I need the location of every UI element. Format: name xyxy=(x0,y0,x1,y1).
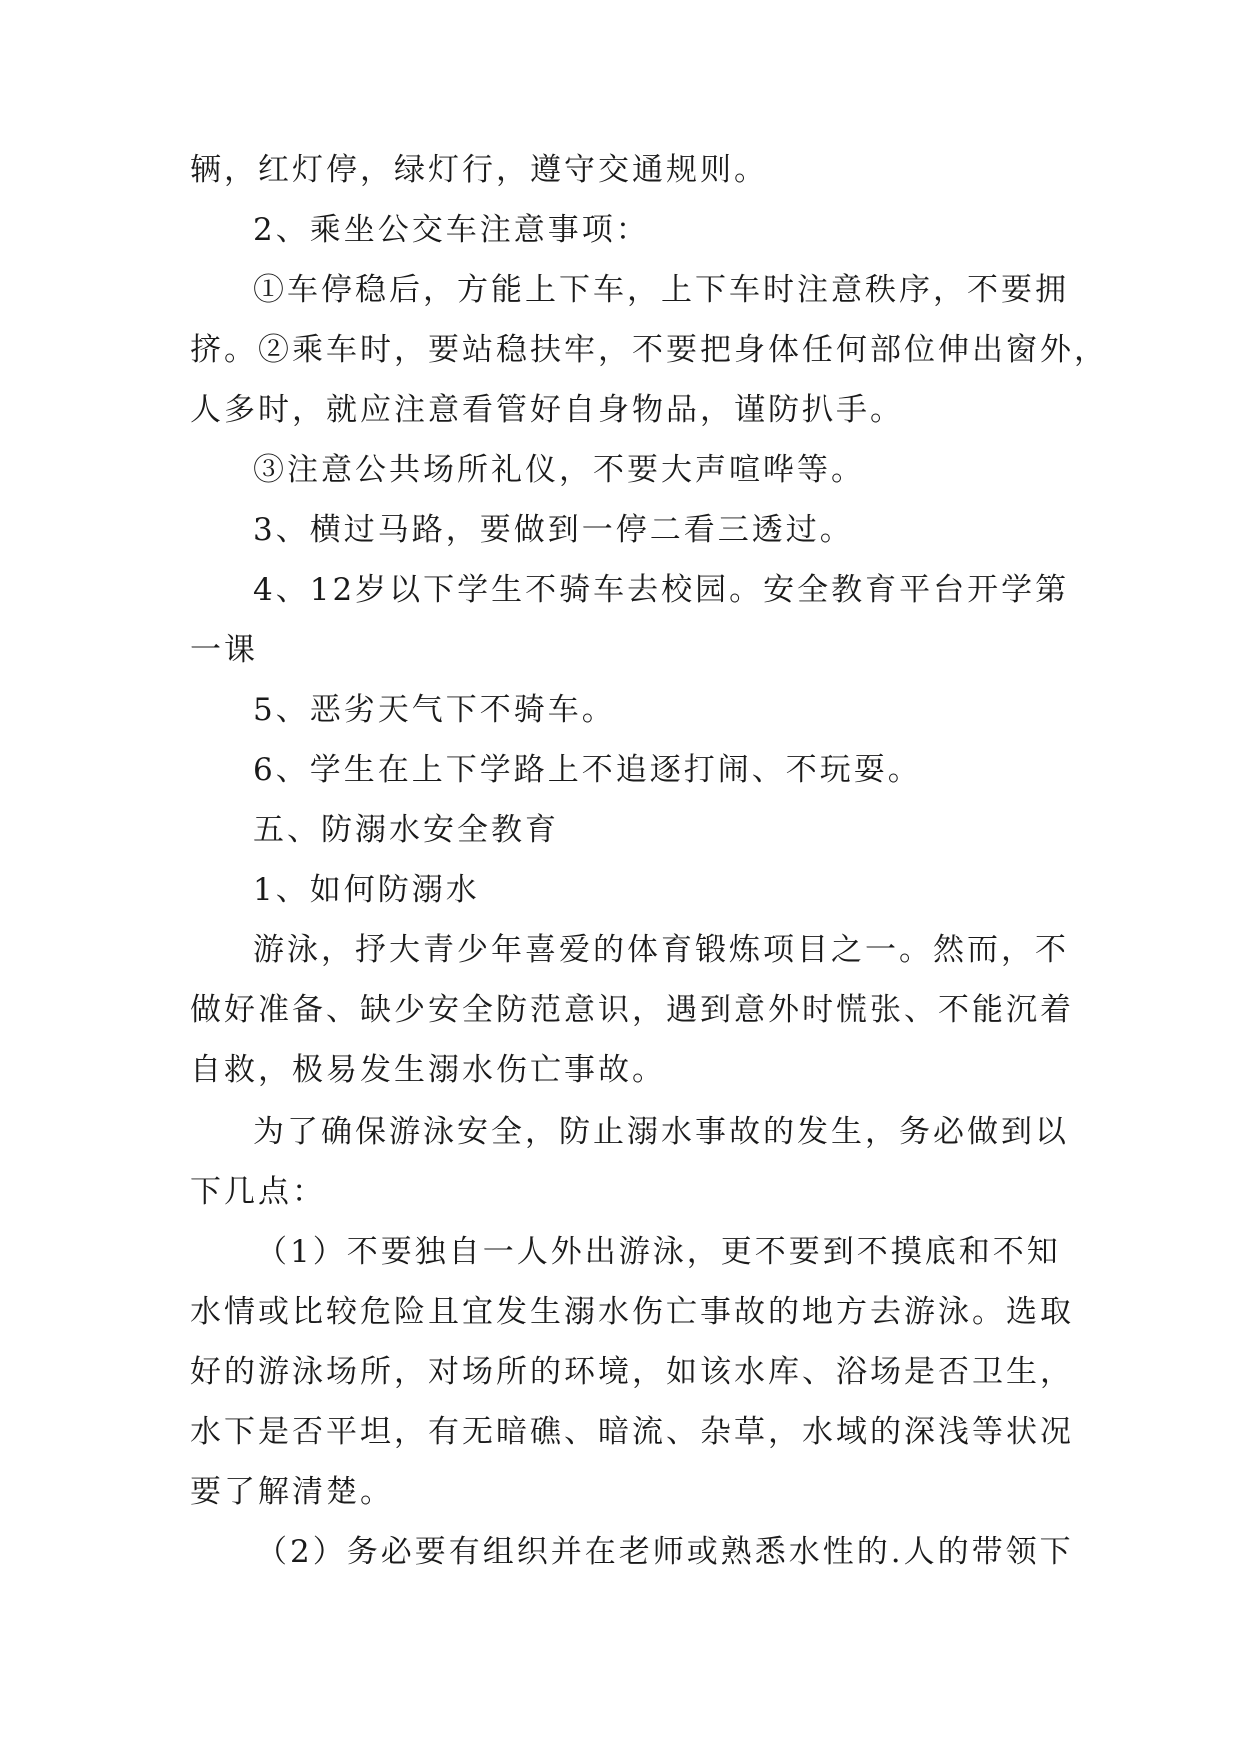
text-line: （2）务必要有组织并在老师或熟悉水性的.人的带领下 xyxy=(256,1534,1074,1570)
text-line: 游泳，抒大青少年喜爱的体育锻炼项目之一。然而，不 xyxy=(253,932,1069,968)
text-line: 4、12岁以下学生不骑车去校园。安全教育平台开学第 xyxy=(253,572,1070,608)
text-line: 好的游泳场所，对场所的环境，如该水库、浴场是否卫生， xyxy=(190,1354,1074,1390)
text-line: 一课 xyxy=(190,632,258,668)
text-line: ③注意公共场所礼仪，不要大声喧哗等。 xyxy=(253,452,865,488)
text-line: 自救，极易发生溺水伤亡事故。 xyxy=(190,1052,666,1088)
text-line: 人多时，就应注意看管好自身物品，谨防扒手。 xyxy=(190,392,904,428)
text-line: 3、横过马路，要做到一停二看三透过。 xyxy=(253,512,854,548)
text-line: 6、学生在上下学路上不追逐打闹、不玩耍。 xyxy=(253,752,922,788)
text-line: 要了解清楚。 xyxy=(190,1474,394,1510)
text-line: 挤。②乘车时，要站稳扶牢，不要把身体任何部位伸出窗外， xyxy=(190,332,1108,368)
section-heading: 五、防溺水安全教育 xyxy=(253,812,559,848)
text-line: 2、乘坐公交车注意事项： xyxy=(253,212,650,248)
text-line: （1）不要独自一人外出游泳，更不要到不摸底和不知 xyxy=(256,1234,1061,1270)
text-line: 5、恶劣天气下不骑车。 xyxy=(253,692,616,728)
text-line: 下几点： xyxy=(190,1174,326,1210)
text-line: 水情或比较危险且宜发生溺水伤亡事故的地方去游泳。选取 xyxy=(190,1294,1074,1330)
text-line: 辆，红灯停，绿灯行，遵守交通规则。 xyxy=(190,152,768,188)
text-line: 为了确保游泳安全，防止溺水事故的发生，务必做到以 xyxy=(253,1114,1069,1150)
text-line: 水下是否平坦，有无暗礁、暗流、杂草，水域的深浅等状况 xyxy=(190,1414,1074,1450)
text-line: ①车停稳后，方能上下车，上下车时注意秩序，不要拥 xyxy=(253,272,1069,308)
subsection-heading: 1、如何防溺水 xyxy=(253,872,480,908)
text-line: 做好准备、缺少安全防范意识，遇到意外时慌张、不能沉着 xyxy=(190,992,1074,1028)
